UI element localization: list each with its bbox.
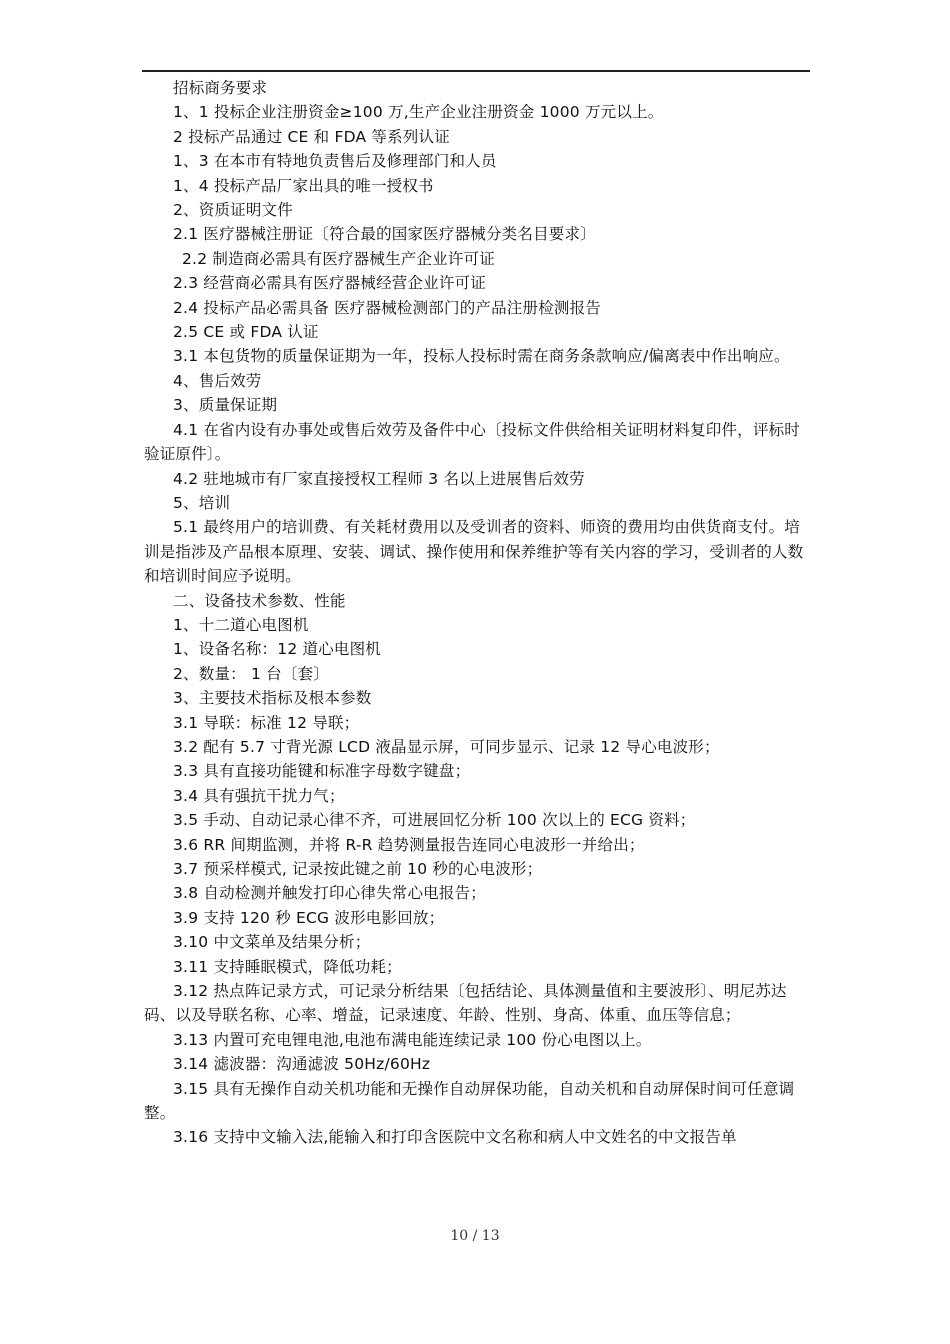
paragraph: 3.7 预采样模式, 记录按此键之前 10 秒的心电波形； xyxy=(173,860,543,878)
paragraph: 3.1 本包货物的质量保证期为一年，投标人投标时需在商务条款响应/偏离表中作出响应。 xyxy=(173,347,790,366)
paragraph: 2.2 制造商必需具有医疗器械生产企业许可证 xyxy=(182,249,495,268)
paragraph: 5、培训 xyxy=(173,493,231,512)
document-body xyxy=(144,76,804,1150)
paragraph: 3.10 中文菜单及结果分析； xyxy=(173,933,371,952)
paragraph: 3.12 热点阵记录方式，可记录分析结果〔包括结论、具体测量值和主要波形〕、明尼苏达码、以及导联名称、心率、增益，记录速度、年龄、性别、身高、体重、血压等信息； xyxy=(144,982,787,1025)
paragraph: 3、主要技术指标及根本参数 xyxy=(173,689,372,708)
paragraph: 2、数量： 1 台〔套〕 xyxy=(173,664,329,683)
paragraph: 3.15 具有无操作自动关机功能和无操作自动屏保功能，自动关机和自动屏保时间可任意调整。 xyxy=(144,1079,795,1123)
paragraph: 3.6 RR 间期监测，并将 R-R 趋势测量报告连同心电波形一并给出； xyxy=(173,835,645,854)
paragraph: 1、4 投标产品厂家出具的唯一授权书 xyxy=(173,176,434,195)
paragraph: 2.1 医疗器械注册证〔符合最的国家医疗器械分类名目要求〕 xyxy=(173,225,596,244)
paragraph: 2.5 CE 或 FDA 认证 xyxy=(173,323,319,342)
paragraph: 4、售后效劳 xyxy=(173,371,262,390)
paragraph: 3.16 支持中文输入法,能输入和打印含医院中文名称和病人中文姓名的中文报告单 xyxy=(173,1128,737,1147)
paragraph: 招标商务要求 xyxy=(173,79,268,97)
paragraph: 1、1 投标企业注册资金≥100 万,生产企业注册资金 1000 万元以上。 xyxy=(173,103,664,122)
paragraph: 1、十二道心电图机 xyxy=(173,615,309,634)
paragraph: 1、3 在本市有特地负责售后及修理部门和人员 xyxy=(173,152,497,171)
paragraph: 2 投标产品通过 CE 和 FDA 等系列认证 xyxy=(173,127,450,146)
paragraph: 2.4 投标产品必需具备 医疗器械检测部门的产品注册检测报告 xyxy=(173,298,602,317)
paragraph: 3.9 支持 120 秒 ECG 波形电影回放； xyxy=(173,908,445,927)
header-rule xyxy=(142,70,810,72)
paragraph: 3.13 内置可充电锂电池,电池布满电能连续记录 100 份心电图以上。 xyxy=(173,1030,652,1049)
paragraph: 3.14 滤波器：沟通滤波 50Hz/60Hz xyxy=(173,1055,431,1074)
paragraph: 5.1 最终用户的培训费、有关耗材费用以及受训者的资料、师资的费用均由供货商支付。培训是指涉及产品根本原理、安装、调试、操作使用和保养维护等有关内容的学习，受训者的人数和培训时间应予说明。 xyxy=(144,518,804,586)
paragraph: 2、资质证明文件 xyxy=(173,201,293,220)
paragraph: 4.1 在省内设有办事处或售后效劳及备件中心〔投标文件供给相关证明材料复印件，评标时验证原件〕。 xyxy=(144,420,800,464)
paragraph: 3.1 导联：标准 12 导联； xyxy=(173,713,360,732)
paragraph: 3.8 自动检测并触发打印心律失常心电报告； xyxy=(173,884,486,903)
paragraph: 4.2 驻地城市有厂家直接授权工程师 3 名以上进展售后效劳 xyxy=(173,469,585,488)
paragraph: 3.4 具有强抗干扰力气； xyxy=(173,786,345,805)
paragraph: 1、设备名称：12 道心电图机 xyxy=(173,640,382,659)
paragraph: 二、设备技术参数、性能 xyxy=(173,591,346,610)
paragraph: 3、质量保证期 xyxy=(173,396,278,415)
paragraph: 3.5 手动、自动记录心律不齐，可进展回忆分析 100 次以上的 ECG 资料； xyxy=(173,811,696,830)
paragraph: 3.3 具有直接功能键和标准字母数字键盘； xyxy=(173,762,471,781)
paragraph: 2.3 经营商必需具有医疗器械经营企业许可证 xyxy=(173,274,486,293)
paragraph: 3.11 支持睡眠模式，降低功耗； xyxy=(173,957,402,976)
paragraph: 3.2 配有 5.7 寸背光源 LCD 液晶显示屏，可同步显示、记录 12 导心电波形； xyxy=(173,737,720,756)
page-number: 10 / 13 xyxy=(450,1228,500,1244)
